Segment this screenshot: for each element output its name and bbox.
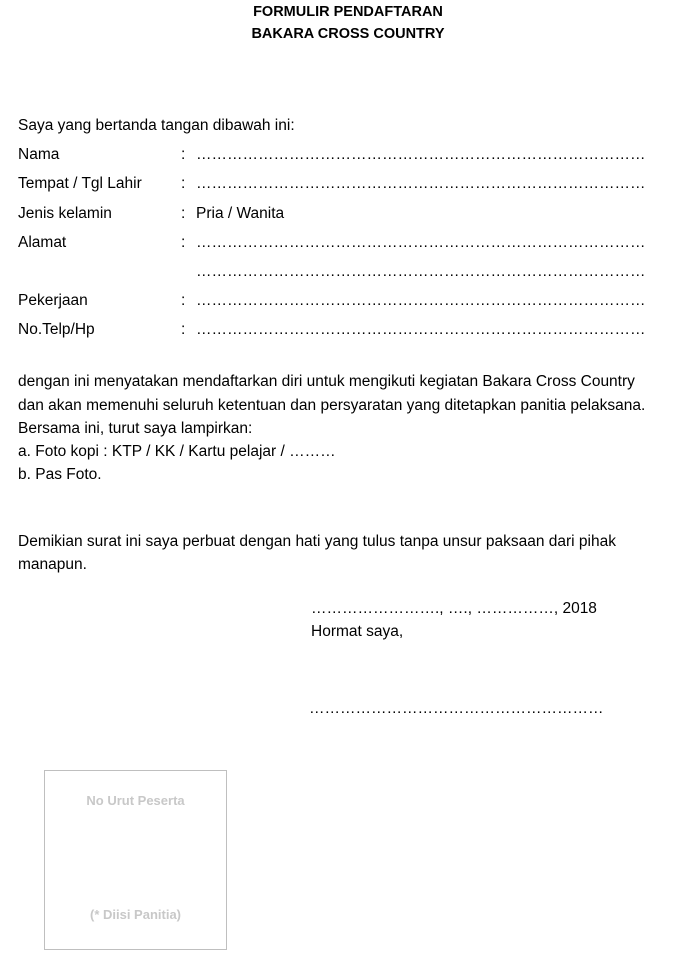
field-colon-jenis-kelamin: : [181,205,186,222]
field-blank-pekerjaan[interactable]: …………………………………………………………………………… [196,292,646,309]
page-title-line2: BAKARA CROSS COUNTRY [251,26,445,42]
field-label-telp: No.Telp/Hp [18,321,95,338]
statement-line3: Bersama ini, turut saya lampirkan: [18,420,253,437]
field-blank-alamat-line2[interactable]: …………………………………………………………………………… [196,263,646,280]
signature-date-line[interactable]: ……………………., …., ……………, 2018 [311,600,597,617]
signature-greeting: Hormat saya, [311,623,404,640]
field-colon-alamat: : [181,234,186,251]
field-blank-alamat[interactable]: …………………………………………………………………………… [196,234,646,251]
field-blank-ttl[interactable]: …………………………………………………………………………… [196,175,646,192]
statement-line2: dan akan memenuhi seluruh ketentuan dan persyaratan yang ditetapkan panitia pelaksana. [18,397,646,414]
no-urut-note: (* Diisi Panitia) [89,907,182,922]
field-label-ttl: Tempat / Tgl Lahir [18,175,142,192]
field-colon-nama: : [181,146,186,163]
signature-line[interactable]: ………………………………………………… [309,700,604,717]
field-colon-telp: : [181,321,186,338]
field-label-alamat: Alamat [18,234,67,251]
attachment-item-a: a. Foto kopi : KTP / KK / Kartu pelajar / ……… [18,443,336,460]
no-urut-box [44,770,227,950]
page-title-line1: FORMULIR PENDAFTARAN [253,4,443,20]
field-label-nama: Nama [18,146,60,163]
field-value-jenis-kelamin[interactable]: Pria / Wanita [196,205,285,222]
no-urut-label: No Urut Peserta [86,793,185,808]
attachment-item-b: b. Pas Foto. [18,466,102,483]
closing-line2: manapun. [18,556,87,573]
field-blank-nama[interactable]: …………………………………………………………………………… [196,146,646,163]
intro-text: Saya yang bertanda tangan dibawah ini: [18,117,295,134]
field-label-pekerjaan: Pekerjaan [18,292,88,309]
field-blank-telp[interactable]: …………………………………………………………………………… [196,321,646,338]
statement-line1: dengan ini menyatakan mendaftarkan diri untuk mengikuti kegiatan Bakara Cross Country [18,373,635,390]
closing-line1: Demikian surat ini saya perbuat dengan hati yang tulus tanpa unsur paksaan dari pihak [18,533,616,550]
field-colon-ttl: : [181,175,186,192]
field-label-jenis-kelamin: Jenis kelamin [18,205,112,222]
field-colon-pekerjaan: : [181,292,186,309]
